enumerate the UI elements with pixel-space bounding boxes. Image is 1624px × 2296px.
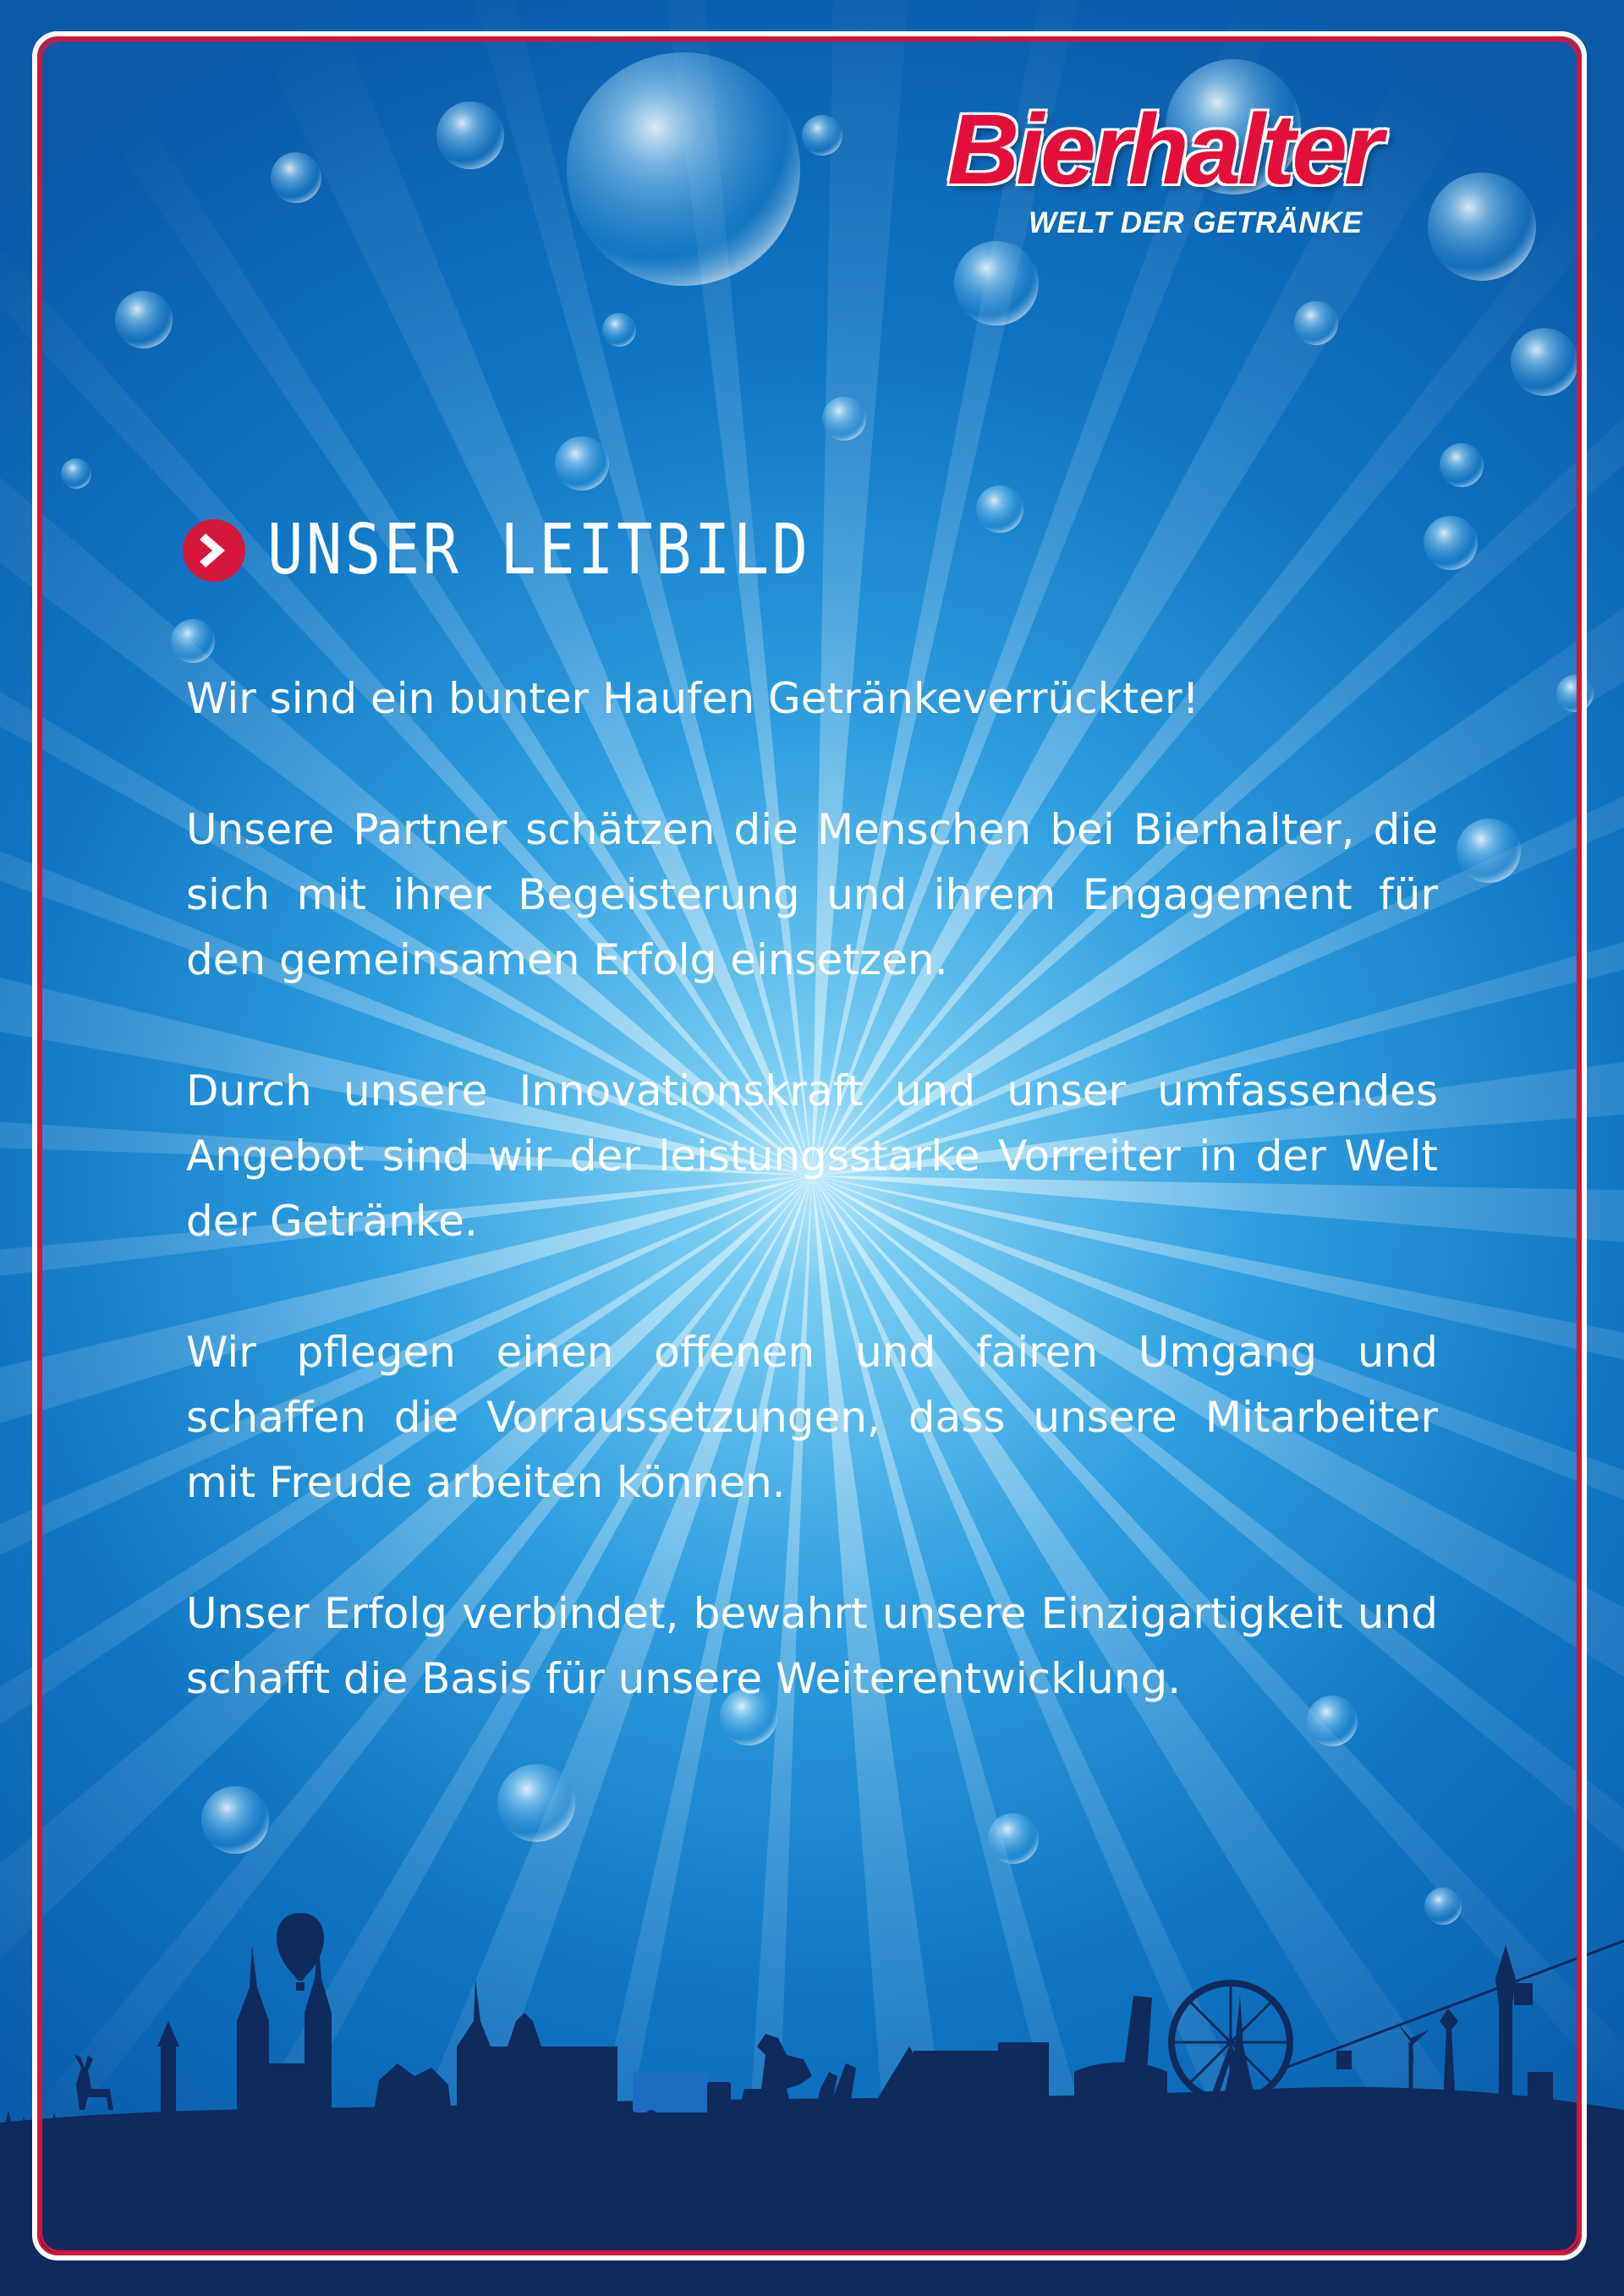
paragraph-intro: Wir sind ein bunter Haufen Getränkeverrückter! [186,674,1199,723]
paragraph-partners: Unsere Partner schätzen die Menschen bei Bierhalter, die sich mit ihrer Begeisterung und ihrem Engagement für den gemeinsamen Erfolg einsetzen. [186,805,1438,984]
logo-tagline: WELT DER GETRÄNKE [1029,206,1363,239]
page-title: UNSER LEITBILD [267,510,811,590]
paragraph-fairness: Wir pflegen einen offenen und fairen Umgang und schaffen die Vorraussetzungen, dass unsere Mitarbeiter mit Freude arbeiten können. [186,1328,1438,1507]
paragraph-success: Unser Erfolg verbindet, bewahrt unsere Einzigartigkeit und schafft die Basis für unsere Weiterentwicklung. [186,1589,1438,1703]
poster-frame [32,31,1587,2260]
paragraph-innovation: Durch unsere Innovationskraft und unser umfassendes Angebot sind wir der leistungsstarke Vorreiter in der Welt der Getränke. [186,1066,1438,1246]
logo-wordmark: Bierhalter [947,94,1380,205]
